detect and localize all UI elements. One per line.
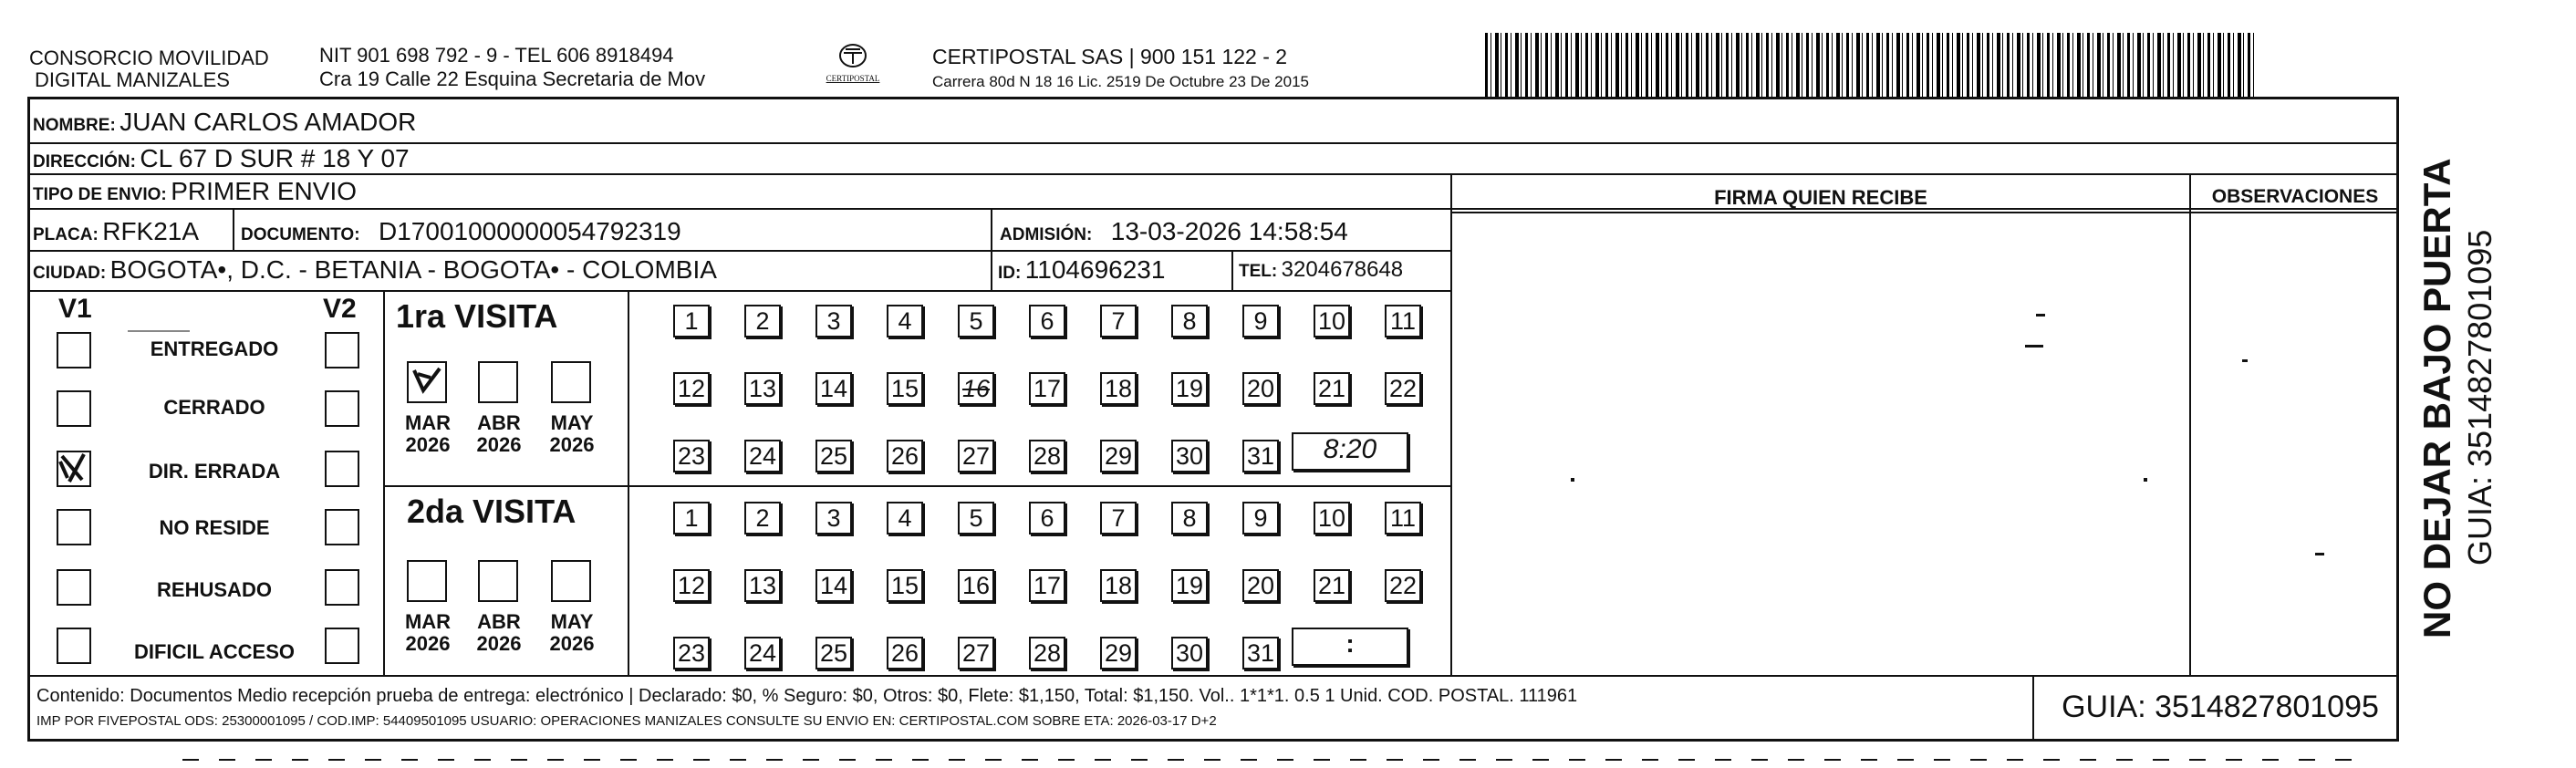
visit-2-day-13[interactable]: 13	[744, 569, 781, 602]
v2-checkbox-rehusado[interactable]	[325, 569, 359, 606]
visit-2-day-10[interactable]: 10	[1314, 502, 1350, 534]
visit-2-day-20[interactable]: 20	[1242, 569, 1279, 602]
visit-2-day-18[interactable]: 18	[1100, 569, 1137, 602]
visit-1-day-16[interactable]: 16	[958, 372, 994, 405]
visit-2-day-9[interactable]: 9	[1242, 502, 1279, 534]
visit-2-day-26[interactable]: 26	[887, 637, 923, 669]
v2-checkbox-entregado[interactable]	[325, 332, 359, 368]
checkmark-icon	[409, 363, 445, 401]
visit-2-month-mar-label: MAR 2026	[404, 610, 452, 655]
visit-1-day-31[interactable]: 31	[1242, 440, 1279, 472]
visit-2-day-21[interactable]: 21	[1314, 569, 1350, 602]
visit-1-day-17[interactable]: 17	[1029, 372, 1065, 405]
visit-1-day-23[interactable]: 23	[673, 440, 710, 472]
visit-1-day-21[interactable]: 21	[1314, 372, 1350, 405]
visit-1-day-27[interactable]: 27	[958, 440, 994, 472]
placa-cell	[33, 217, 199, 246]
visit-2-day-4[interactable]: 4	[887, 502, 923, 534]
visit-1-month-abr-label: ABR 2026	[476, 411, 522, 456]
visit-1-day-5[interactable]: 5	[958, 305, 994, 337]
placa-label: PLACA:	[33, 225, 99, 244]
visit-2-day-11[interactable]: 11	[1385, 502, 1421, 534]
visit-1-day-28[interactable]: 28	[1029, 440, 1065, 472]
visit-1-month-may-checkbox[interactable]	[551, 361, 591, 403]
visit-1-month-mar-label: MAR 2026	[404, 411, 452, 456]
v1-checkbox-cerrado[interactable]	[57, 390, 91, 427]
visit-2-day-6[interactable]: 6	[1029, 502, 1065, 534]
status-label-cerrado: CERRADO	[163, 396, 265, 419]
visit-1-title: 1ra VISITA	[396, 297, 558, 335]
visit-2-month-may-label: MAY 2026	[549, 610, 595, 655]
tel-label: TEL:	[1239, 262, 1278, 281]
visit-1-day-15[interactable]: 15	[887, 372, 923, 405]
ciudad-label: CIUDAD:	[33, 264, 107, 283]
visit-2-day-28[interactable]: 28	[1029, 637, 1065, 669]
visit-2-day-19[interactable]: 19	[1171, 569, 1208, 602]
no-dejar-bajo-puerta: NO DEJAR BAJO PUERTA	[2415, 158, 2458, 638]
placa-value: RFK21A	[102, 217, 200, 245]
visit-1-day-3[interactable]: 3	[815, 305, 852, 337]
visit-1-day-25[interactable]: 25	[815, 440, 852, 472]
ciudad-value: BOGOTA•, D.C. - BETANIA - BOGOTA• - COLOMBIA	[109, 255, 717, 284]
carrier-line-1: CERTIPOSTAL SAS | 900 151 122 - 2	[932, 45, 1288, 68]
company-name	[29, 47, 269, 91]
admision-label: ADMISIÓN:	[1000, 225, 1093, 244]
visit-2-day-24[interactable]: 24	[744, 637, 781, 669]
visit-1-month-mar-checkbox[interactable]	[407, 361, 447, 403]
visit-2-month-mar-checkbox[interactable]	[407, 560, 447, 602]
nombre-label: NOMBRE:	[33, 116, 116, 135]
checkmark-icon	[57, 451, 89, 485]
visit-1-day-14[interactable]: 14	[815, 372, 852, 405]
visit-2-day-15[interactable]: 15	[887, 569, 923, 602]
visit-1-day-9[interactable]: 9	[1242, 305, 1279, 337]
visit-1-day-19[interactable]: 19	[1171, 372, 1208, 405]
status-label-no-reside: NO RESIDE	[159, 516, 270, 539]
visit-2-day-16[interactable]: 16	[958, 569, 994, 602]
direccion-row	[33, 144, 410, 173]
visit-1-day-18[interactable]: 18	[1100, 372, 1137, 405]
admision-cell	[1000, 217, 1348, 246]
direccion-label: DIRECCIÓN:	[33, 152, 136, 171]
visit-1-day-13[interactable]: 13	[744, 372, 781, 405]
visit-1-day-1[interactable]: 1	[673, 305, 710, 337]
signature-area	[1452, 213, 2187, 673]
visit-1-day-12[interactable]: 12	[673, 372, 710, 405]
v1-header: V1	[58, 294, 92, 324]
visit-2-title: 2da VISITA	[407, 493, 576, 530]
visit-2-month-abr-label: ABR 2026	[476, 610, 522, 655]
v1-checkbox-no-reside[interactable]	[57, 509, 91, 545]
tel-value: 3204678648	[1281, 257, 1404, 282]
visit-2-time: :	[1345, 629, 1355, 658]
visit-1-time-box[interactable]	[1292, 432, 1408, 471]
visit-1-day-8[interactable]: 8	[1171, 305, 1208, 337]
company-line-2: DIGITAL MANIZALES	[35, 68, 230, 91]
side-guia: GUIA: 3514827801095	[2461, 229, 2498, 566]
tel-cell	[1239, 257, 1403, 283]
tipo-row	[33, 177, 357, 206]
visit-1-day-24[interactable]: 24	[744, 440, 781, 472]
visit-1-day-6[interactable]: 6	[1029, 305, 1065, 337]
v2-checkbox-dir-errada[interactable]	[325, 451, 359, 487]
v1-checkbox-dir-errada[interactable]	[57, 451, 91, 487]
visit-1-day-10[interactable]: 10	[1314, 305, 1350, 337]
id-label: ID:	[998, 264, 1022, 283]
visit-1-day-26[interactable]: 26	[887, 440, 923, 472]
visit-1-day-30[interactable]: 30	[1171, 440, 1208, 472]
admision-value: 13-03-2026 14:58:54	[1110, 217, 1348, 245]
carrier-info	[932, 44, 1309, 95]
observaciones-header: OBSERVACIONES	[2211, 186, 2379, 207]
visit-2-day-1[interactable]: 1	[673, 502, 710, 534]
visit-2-day-12[interactable]: 12	[673, 569, 710, 602]
documento-value: D17001000000054792319	[379, 217, 681, 245]
nombre-row	[33, 108, 416, 137]
company-contact	[319, 44, 705, 91]
v2-checkbox-cerrado[interactable]	[325, 390, 359, 427]
id-cell	[998, 255, 1165, 285]
barcode	[1485, 33, 2256, 99]
visit-2-day-27[interactable]: 27	[958, 637, 994, 669]
v1-checkbox-dificil-acceso[interactable]	[57, 628, 91, 664]
observaciones-area	[2191, 213, 2397, 673]
address-line: Cra 19 Calle 22 Esquina Secretaria de Mov	[319, 67, 706, 90]
visit-1-day-7[interactable]: 7	[1100, 305, 1137, 337]
visit-1-day-22[interactable]: 22	[1385, 372, 1421, 405]
visit-1-time: 8:20	[1323, 434, 1377, 464]
visit-2-day-17[interactable]: 17	[1029, 569, 1065, 602]
imp-line: IMP POR FIVEPOSTAL ODS: 25300001095 / COD.IMP: 54409501095 USUARIO: OPERACIONES MANIZALES CONSULTE SU ENVIO EN: CERTIPOSTAL.COM SOBRE ETA: 2026-03-17 D+2	[36, 713, 1217, 729]
visit-2-day-31[interactable]: 31	[1242, 637, 1279, 669]
guia-box: GUIA: 3514827801095	[2062, 690, 2379, 724]
visit-2-time-box[interactable]	[1292, 628, 1408, 666]
company-line-1: CONSORCIO MOVILIDAD	[29, 47, 269, 69]
visit-2-day-5[interactable]: 5	[958, 502, 994, 534]
logo-text: CERTIPOSTAL	[826, 74, 880, 83]
nit-line: NIT 901 698 792 - 9 - TEL 606 8918494	[319, 44, 674, 67]
visit-2-day-23[interactable]: 23	[673, 637, 710, 669]
visit-2-day-29[interactable]: 29	[1100, 637, 1137, 669]
visit-2-day-30[interactable]: 30	[1171, 637, 1208, 669]
direccion-value: CL 67 D SUR # 18 Y 07	[140, 144, 410, 172]
envelope-logo-icon	[835, 42, 871, 69]
status-label-entregado: ENTREGADO	[150, 337, 279, 360]
v1-checkbox-rehusado[interactable]	[57, 569, 91, 606]
nombre-value: JUAN CARLOS AMADOR	[119, 108, 417, 136]
visit-2-day-7[interactable]: 7	[1100, 502, 1137, 534]
status-label-dificil-acceso: DIFICIL ACCESO	[133, 640, 295, 663]
visit-1-day-2[interactable]: 2	[744, 305, 781, 337]
status-label-rehusado: REHUSADO	[157, 578, 272, 601]
contenido-line: Contenido: Documentos Medio recepción prueba de entrega: electrónico | Declarado: $0, % Seguro: $0, Otros: $0, Flete: $1,150, Total: $1,150. Vol.. 1*1*1. 0.5 1 Unid. COD. POSTAL. 111961	[36, 686, 1578, 706]
visit-2-month-abr-checkbox[interactable]	[478, 560, 518, 602]
visit-2-day-2[interactable]: 2	[744, 502, 781, 534]
v2-checkbox-no-reside[interactable]	[325, 509, 359, 545]
carrier-line-2: Carrera 80d N 18 16 Lic. 2519 De Octubre 23 De 2015	[932, 73, 1309, 90]
v2-header: V2	[323, 294, 357, 324]
visit-2-day-3[interactable]: 3	[815, 502, 852, 534]
visit-2-month-may-checkbox[interactable]	[551, 560, 591, 602]
v1-checkbox-entregado[interactable]	[57, 332, 91, 368]
visit-1-day-4[interactable]: 4	[887, 305, 923, 337]
visit-1-day-11[interactable]: 11	[1385, 305, 1421, 337]
visit-1-day-20[interactable]: 20	[1242, 372, 1279, 405]
id-value: 1104696231	[1024, 255, 1166, 284]
tipo-value: PRIMER ENVIO	[171, 177, 358, 205]
documento-label: DOCUMENTO:	[241, 225, 360, 244]
certipostal-logo	[816, 42, 889, 83]
tipo-label: TIPO DE ENVIO:	[33, 185, 167, 204]
visit-1-month-abr-checkbox[interactable]	[478, 361, 518, 403]
firma-header: FIRMA QUIEN RECIBE	[1714, 186, 1927, 209]
visit-1-day-29[interactable]: 29	[1100, 440, 1137, 472]
visit-2-day-22[interactable]: 22	[1385, 569, 1421, 602]
visit-1-month-may-label: MAY 2026	[549, 411, 595, 456]
ciudad-cell	[33, 255, 717, 285]
status-label-dir-errada: DIR. ERRADA	[148, 460, 281, 483]
documento-cell	[241, 217, 681, 246]
visit-2-day-25[interactable]: 25	[815, 637, 852, 669]
v2-checkbox-dificil-acceso[interactable]	[325, 628, 359, 664]
visit-2-day-8[interactable]: 8	[1171, 502, 1208, 534]
visit-2-day-14[interactable]: 14	[815, 569, 852, 602]
